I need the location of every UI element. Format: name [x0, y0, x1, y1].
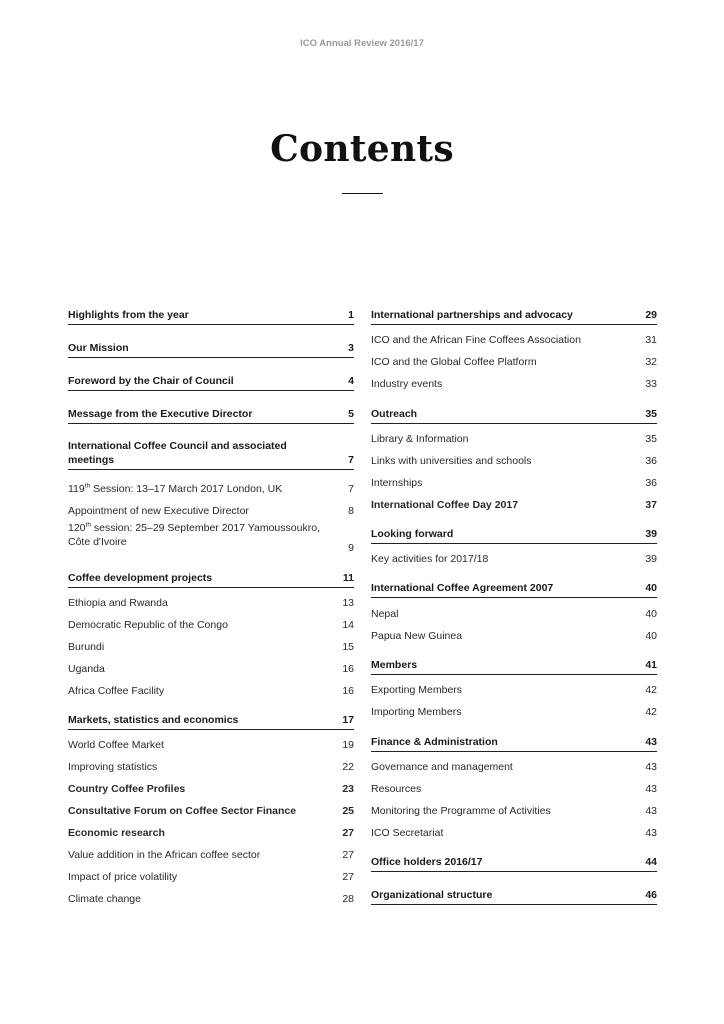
toc-entry[interactable]: [371, 424, 657, 446]
toc-entry-label: Resources: [371, 783, 422, 795]
toc-entry-label: Impact of price volatility: [68, 871, 178, 883]
toc-entry[interactable]: [371, 675, 657, 697]
toc-entry-label: Highlights from the year: [68, 309, 189, 321]
toc-entry[interactable]: [68, 730, 354, 752]
toc-entry-page-number: 39: [645, 528, 657, 540]
toc-entry-page-number: 40: [645, 630, 657, 642]
toc-entry-page-number: 37: [645, 499, 657, 511]
toc-entry[interactable]: [371, 883, 657, 905]
toc-entry-page-number: 25: [342, 805, 354, 817]
toc-entry-page-number: 32: [645, 356, 657, 368]
toc-entry[interactable]: [68, 610, 354, 632]
toc-entry-label: Democratic Republic of the Congo: [68, 619, 228, 631]
toc-entry[interactable]: [68, 654, 354, 676]
toc-entry-page-number: 41: [645, 659, 657, 671]
title-divider: [342, 193, 383, 194]
toc-entry[interactable]: [68, 303, 354, 325]
toc-entry[interactable]: [68, 588, 354, 610]
toc-entry[interactable]: [68, 752, 354, 774]
toc-entry-label: Country Coffee Profiles: [68, 783, 186, 795]
toc-entry-label: Industry events: [371, 378, 443, 390]
toc-entry-page-number: 17: [342, 714, 354, 726]
toc-entry[interactable]: [68, 517, 354, 555]
toc-entry-label: Nepal: [371, 608, 399, 620]
toc-entry[interactable]: [371, 347, 657, 369]
toc-entry-label: Members: [371, 659, 418, 671]
toc-entry-label: 119th Session: 13–17 March 2017 London, UK: [68, 482, 283, 495]
toc-entry-page-number: 14: [342, 619, 354, 631]
toc-entry-label: Office holders 2016/17: [371, 856, 483, 868]
toc-entry[interactable]: [371, 369, 657, 391]
toc-entry[interactable]: [371, 850, 657, 872]
toc-entry[interactable]: [371, 653, 657, 675]
toc-entry-label: Uganda: [68, 663, 105, 675]
toc-entry-page-number: 27: [342, 849, 354, 861]
toc-entry-label: Consultative Forum on Coffee Sector Finance: [68, 805, 297, 817]
toc-entry[interactable]: [68, 566, 354, 588]
toc-entry-label: International Coffee Day 2017: [371, 499, 519, 511]
toc-entry-page-number: 43: [645, 783, 657, 795]
toc-entry-page-number: 46: [645, 889, 657, 901]
toc-entry[interactable]: [371, 402, 657, 424]
toc-entry-label: Finance & Administration: [371, 736, 498, 748]
toc-entry-page-number: 43: [645, 736, 657, 748]
toc-entry-label: ICO and the Global Coffee Platform: [371, 356, 537, 368]
toc-entry-page-number: 15: [342, 641, 354, 653]
toc-entry-page-number: 36: [645, 455, 657, 467]
toc-entry[interactable]: [371, 446, 657, 468]
toc-entry-page-number: 39: [645, 553, 657, 565]
toc-entry-page-number: 40: [645, 608, 657, 620]
toc-entry-label: International Coffee Council and associated meetings: [68, 440, 287, 466]
toc-entry-label: Governance and management: [371, 761, 513, 773]
toc-entry-label: Climate change: [68, 893, 141, 905]
toc-entry-page-number: 42: [645, 684, 657, 696]
toc-entry-label: ICO and the African Fine Coffees Association: [371, 334, 581, 346]
toc-entry-page-number: 5: [348, 408, 354, 420]
toc-entry-label: 120th session: 25–29 September 2017 Yamoussoukro, Côte d'Ivoire: [68, 521, 320, 548]
toc-entry-page-number: 23: [342, 783, 354, 795]
toc-entry[interactable]: [68, 676, 354, 698]
toc-entry[interactable]: [68, 774, 354, 796]
toc-entry-page-number: 16: [342, 663, 354, 675]
toc-entry-label: International partnerships and advocacy: [371, 309, 573, 321]
toc-entry-page-number: 7: [348, 454, 354, 466]
toc-entry[interactable]: [68, 402, 354, 424]
toc-entry-label: Exporting Members: [371, 684, 463, 696]
toc-entry-page-number: 11: [342, 572, 354, 584]
toc-entry-label: Value addition in the African coffee sector: [68, 849, 261, 861]
toc-entry-page-number: 7: [348, 483, 354, 495]
toc-entry-page-number: 35: [645, 433, 657, 445]
toc-entry-label: International Coffee Agreement 2007: [371, 582, 554, 594]
toc-entry-label: Library & Information: [371, 433, 469, 445]
toc-entry-label: Internships: [371, 477, 423, 489]
toc-entry[interactable]: [68, 796, 354, 818]
toc-entry[interactable]: [371, 576, 657, 598]
toc-entry-label: Foreword by the Chair of Council: [68, 375, 234, 387]
toc-entry[interactable]: [371, 796, 657, 818]
toc-entry-label: Importing Members: [371, 706, 462, 718]
toc-entry-label: Markets, statistics and economics: [68, 714, 239, 726]
toc-entry[interactable]: [371, 490, 657, 512]
toc-entry-label: Outreach: [371, 408, 418, 420]
page-title: Contents: [270, 128, 454, 170]
toc-entry-label: Economic research: [68, 827, 165, 839]
toc-entry[interactable]: [68, 818, 354, 840]
toc-entry[interactable]: [371, 621, 657, 643]
toc-entry-label: Africa Coffee Facility: [68, 685, 165, 697]
toc-entry-page-number: 1: [348, 309, 354, 321]
toc-entry[interactable]: [371, 752, 657, 774]
toc-entry-page-number: 9: [348, 542, 354, 554]
toc-entry[interactable]: [371, 468, 657, 490]
running-header: ICO Annual Review 2016/17: [300, 38, 424, 49]
toc-entry[interactable]: [371, 325, 657, 347]
toc-entry-label: Monitoring the Programme of Activities: [371, 805, 551, 817]
toc-entry-label: Key activities for 2017/18: [371, 553, 489, 565]
toc-entry-page-number: 35: [645, 408, 657, 420]
toc-entry-page-number: 33: [645, 378, 657, 390]
toc-entry[interactable]: [371, 774, 657, 796]
toc-entry[interactable]: [371, 303, 657, 325]
toc-entry-page-number: 19: [342, 739, 354, 751]
toc-entry-label: Improving statistics: [68, 761, 158, 773]
toc-entry-label: Links with universities and schools: [371, 455, 532, 467]
toc-entry[interactable]: [68, 434, 354, 470]
toc-entry-label: Our Mission: [68, 342, 129, 354]
toc-entry[interactable]: [68, 336, 354, 358]
toc-entry-page-number: 4: [348, 375, 354, 387]
toc-entry[interactable]: [68, 474, 354, 496]
toc-entry-label: Coffee development projects: [68, 572, 213, 584]
toc-entry-page-number: 28: [342, 893, 354, 905]
toc-entry-page-number: 44: [645, 856, 657, 868]
toc-entry-page-number: 40: [645, 582, 657, 594]
toc-entry[interactable]: [68, 369, 354, 391]
toc-entry-label: World Coffee Market: [68, 739, 164, 751]
toc-entry[interactable]: [371, 544, 657, 566]
toc-entry-page-number: 16: [342, 685, 354, 697]
toc-entry[interactable]: [68, 708, 354, 730]
toc-entry[interactable]: [68, 884, 354, 906]
toc-entry-label: Ethiopia and Rwanda: [68, 597, 168, 609]
toc-entry-page-number: 3: [348, 342, 354, 354]
toc-entry-page-number: 42: [645, 706, 657, 718]
toc-entry[interactable]: [68, 862, 354, 884]
toc-entry[interactable]: [371, 599, 657, 621]
toc-entry-label: Burundi: [68, 641, 105, 653]
toc-entry[interactable]: [68, 632, 354, 654]
toc-entry-page-number: 43: [645, 827, 657, 839]
toc-entry-page-number: 27: [342, 827, 354, 839]
toc-entry-page-number: 29: [645, 309, 657, 321]
toc-entry-label: Organizational structure: [371, 889, 493, 901]
toc-entry-page-number: 43: [645, 761, 657, 773]
toc-entry-page-number: 8: [348, 505, 354, 517]
toc-entry-label: Looking forward: [371, 528, 454, 540]
toc-entry-page-number: 27: [342, 871, 354, 883]
toc-entry-label: Appointment of new Executive Director: [68, 505, 249, 517]
toc-entry-label: ICO Secretariat: [371, 827, 444, 839]
toc-entry-page-number: 43: [645, 805, 657, 817]
toc-entry[interactable]: [371, 697, 657, 719]
toc-entry[interactable]: [371, 818, 657, 840]
toc-entry[interactable]: [371, 522, 657, 544]
toc-entry[interactable]: [371, 730, 657, 752]
toc-entry-page-number: 13: [342, 597, 354, 609]
toc-entry-page-number: 36: [645, 477, 657, 489]
toc-entry-page-number: 31: [645, 334, 657, 346]
toc-entry-page-number: 22: [342, 761, 354, 773]
toc-entry[interactable]: [68, 496, 354, 518]
toc-entry-label: Papua New Guinea: [371, 630, 463, 642]
toc-entry-label: Message from the Executive Director: [68, 408, 253, 420]
toc-entry[interactable]: [68, 840, 354, 862]
